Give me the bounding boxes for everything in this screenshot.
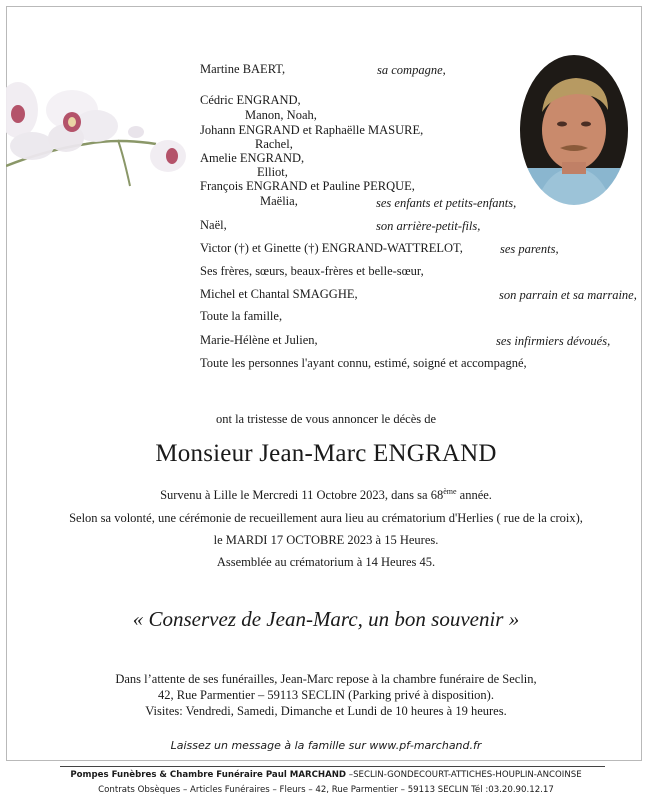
portrait-photo (516, 50, 632, 210)
footer-contact: Contrats Obsèques – Articles Funéraires – Fleurs – 42, Rue Parmentier – 59113 SECLIN Tél :03.20.90.12.17 (98, 785, 554, 795)
family-name: Amelie ENGRAND, (200, 151, 305, 165)
family-name: François ENGRAND et Pauline PERQUE, (200, 179, 415, 193)
rest-info: Dans l’attente de ses funérailles, Jean-Marc repose à la chambre funéraire de Seclin, (115, 672, 537, 686)
memorial-quote: « Conservez de Jean-Marc, un bon souvenir » (132, 607, 520, 631)
footer-company: Pompes Funèbres & Chambre Funéraire Paul MARCHAND –SECLIN-GONDECOURT-ATTICHES-HOUPLIN-ANCOINSE (70, 770, 582, 780)
family-name: Naël, (200, 218, 227, 232)
announcement-intro: ont la tristesse de vous annoncer le décès de (215, 412, 437, 426)
family-name: Cédric ENGRAND, (200, 93, 301, 107)
family-name: Toute la famille, (200, 309, 283, 323)
family-name: Toute les personnes l'ayant connu, estimé, soigné et accompagné, (200, 356, 527, 370)
family-name: Ses frères, sœurs, beaux-frères et belle-sœur, (200, 264, 424, 278)
family-name: Johann ENGRAND et Raphaëlle MASURE, (200, 123, 424, 137)
family-role: sa compagne, (377, 63, 446, 77)
orchid-decoration (6, 58, 196, 198)
ceremony-details: Selon sa volonté, une cérémonie de recueillement aura lieu au crématorium d'Herlies ( rue de la croix), (69, 511, 583, 525)
family-name: Rachel, (255, 137, 293, 151)
family-role: ses enfants et petits-enfants, (376, 196, 517, 210)
family-role: ses infirmiers dévoués, (496, 334, 611, 348)
family-role: son arrière-petit-fils, (376, 219, 481, 233)
death-details: Survenu à Lille le Mercredi 11 Octobre 2023, dans sa 68ème année. (160, 487, 492, 503)
visiting-hours: Visites: Vendredi, Samedi, Dimanche et Lundi de 10 heures à 19 heures. (145, 704, 507, 718)
deceased-name: Monsieur Jean-Marc ENGRAND (155, 440, 497, 467)
footer-divider (60, 766, 605, 767)
family-name: Martine BAERT, (200, 62, 286, 76)
ceremony-date: le MARDI 17 OCTOBRE 2023 à 15 Heures. (213, 533, 439, 547)
family-name: Michel et Chantal SMAGGHE, (200, 287, 358, 301)
website-message: Laissez un message à la famille sur www.pf-marchand.fr (170, 739, 482, 752)
rest-address: 42, Rue Parmentier – 59113 SECLIN (Parking privé à disposition). (158, 688, 494, 702)
assembly-time: Assemblée au crématorium à 14 Heures 45. (216, 555, 436, 569)
family-name: Maëlia, (260, 194, 298, 208)
family-name: Manon, Noah, (245, 108, 317, 122)
family-name: Marie-Hélène et Julien, (200, 333, 318, 347)
family-role: son parrain et sa marraine, (499, 288, 637, 302)
family-name: Elliot, (257, 165, 288, 179)
family-name: Victor (†) et Ginette (†) ENGRAND-WATTRELOT, (200, 241, 463, 255)
family-role: ses parents, (500, 242, 559, 256)
